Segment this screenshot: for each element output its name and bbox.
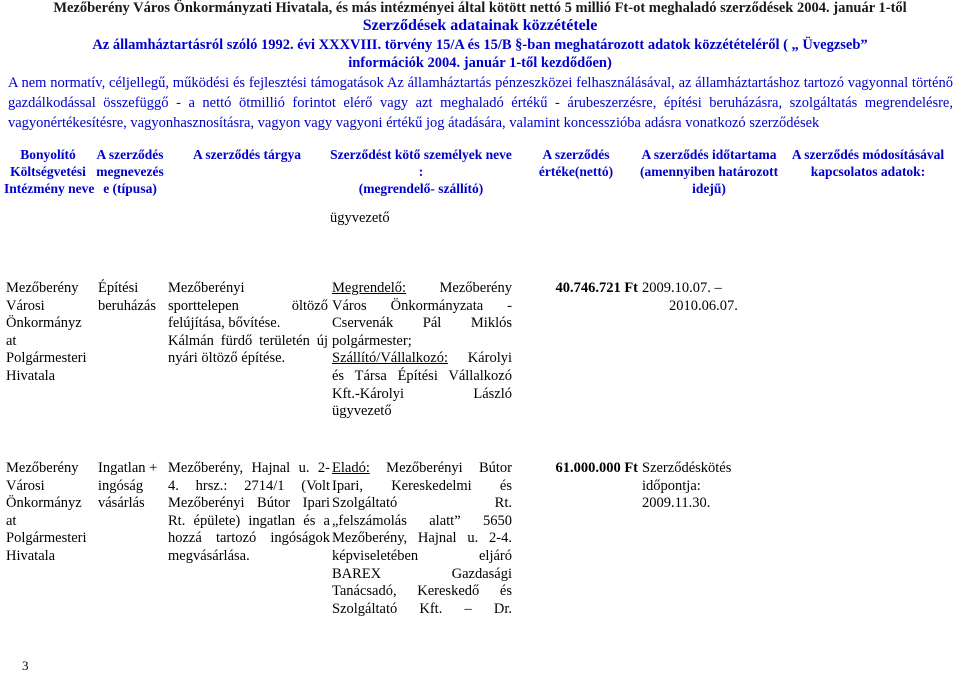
table-row-1-org: Mezőberény Városi Önkormányz at Polgármesteri Hivatala: [6, 280, 87, 384]
table-row-1-value: 40.746.721 Ft: [555, 280, 638, 296]
info-line: információk 2004. január 1-től kezdődően): [348, 55, 612, 71]
seller-label: Eladó:: [332, 460, 370, 476]
col-header-org: Bonyolító Költségvetési Intézmény neve: [4, 147, 95, 196]
page-title: Szerződések adatainak közzététele: [362, 17, 598, 34]
table-row-2-value: 61.000.000 Ft: [555, 460, 638, 476]
header-line: Mezőberény Város Önkormányzati Hivatala, és más intézményei által kötött nettó 5 millió Ft-ot meghaladó szerződések 2004. január 1-től: [53, 0, 907, 16]
col-header-modification: A szerződés módosításával kapcsolatos adatok:: [791, 147, 945, 179]
law-line: Az államháztartásról szóló 1992. évi XXXVIII. törvény 15/A és 15/B §-ban meghatározott adatok közzétételéről ( „ Üvegzseb”: [92, 37, 868, 53]
table-row-2-duration: Szerződéskötés időpontja: 2009.11.30.: [642, 460, 732, 512]
table-row-2-parties: Eladó: Mezőberényi Bútor Ipari, Kereskedelmi és Szolgáltató Rt. „felszámolás alatt” 5650 Mezőberény, Hajnal u. 2-4. képviseletében eljáró BAREX Gazdasági Tanácsadó, Kereskedő és Szolgáltató Kft. – Dr.: [332, 460, 512, 617]
col-header-type: A szerződés megnevezés e (típusa): [96, 147, 164, 196]
table-row-1-duration: 2009.10.07. – 2010.06.07.: [642, 280, 738, 314]
col-header-parties: Szerződést kötő személyek neve : (megrendelő- szállító): [330, 147, 512, 196]
col-header-duration: A szerződés időtartama (amennyiben határozott idejű): [640, 147, 779, 196]
carryover-text: ügyvezető: [330, 210, 390, 226]
table-row-1-subject: Mezőberényi sporttelepen öltöző felújítása, bővítése. Kálmán fürdő területén új nyári öltöző építése.: [168, 280, 328, 367]
table-row-1-type: Építési beruházás: [98, 280, 156, 314]
seller-label: Szállító/Vállalkozó:: [332, 350, 448, 367]
col-header-subject: A szerződés tárgya: [193, 147, 301, 162]
intro-paragraph: A nem normatív, céljellegű, működési és fejlesztési támogatások Az államháztartás pénzeszközei felhasználásával, az államháztartáshoz tartozó vagyonnal történő gazdálkodással összefüggő - a nettó ötmillió forintot elérő vagy azt meghaladó értékű - árubeszerzésre, építési beruházásra, szolgáltatás megrendelésre, vagyonértékesítésre, vagyonhasznosításra, vagyon vagy vagyoni értékű jog átadására, valamint koncesszióba adásra vonatkozó szerződések: [8, 75, 953, 131]
table-row-2-type: Ingatlan + ingóság vásárlás: [98, 460, 158, 512]
table-row-2-subject: Mezőberény, Hajnal u. 2- 4. hrsz.: 2714/1 (Volt Mezőberényi Bútor Ipari Rt. épülete) ingatlan és a hozzá tartozó ingóságok megvásárlása.: [168, 460, 330, 564]
page-number: 3: [22, 658, 29, 673]
col-header-value: A szerződés értéke(nettó): [538, 147, 614, 179]
buyer-label: Megrendelő:: [332, 280, 407, 296]
table-row-2-org: Mezőberény Városi Önkormányz at Polgármesteri Hivatala: [6, 460, 87, 564]
table-row-1-parties: Megrendelő: Mezőberény Város Önkormányzata - Cservenák Pál Miklós polgármester; Szállító/Vállalkozó: Károlyi és Társa Építési Vállalkozó Kft.-Károlyi László ügyvezető: [332, 280, 512, 420]
